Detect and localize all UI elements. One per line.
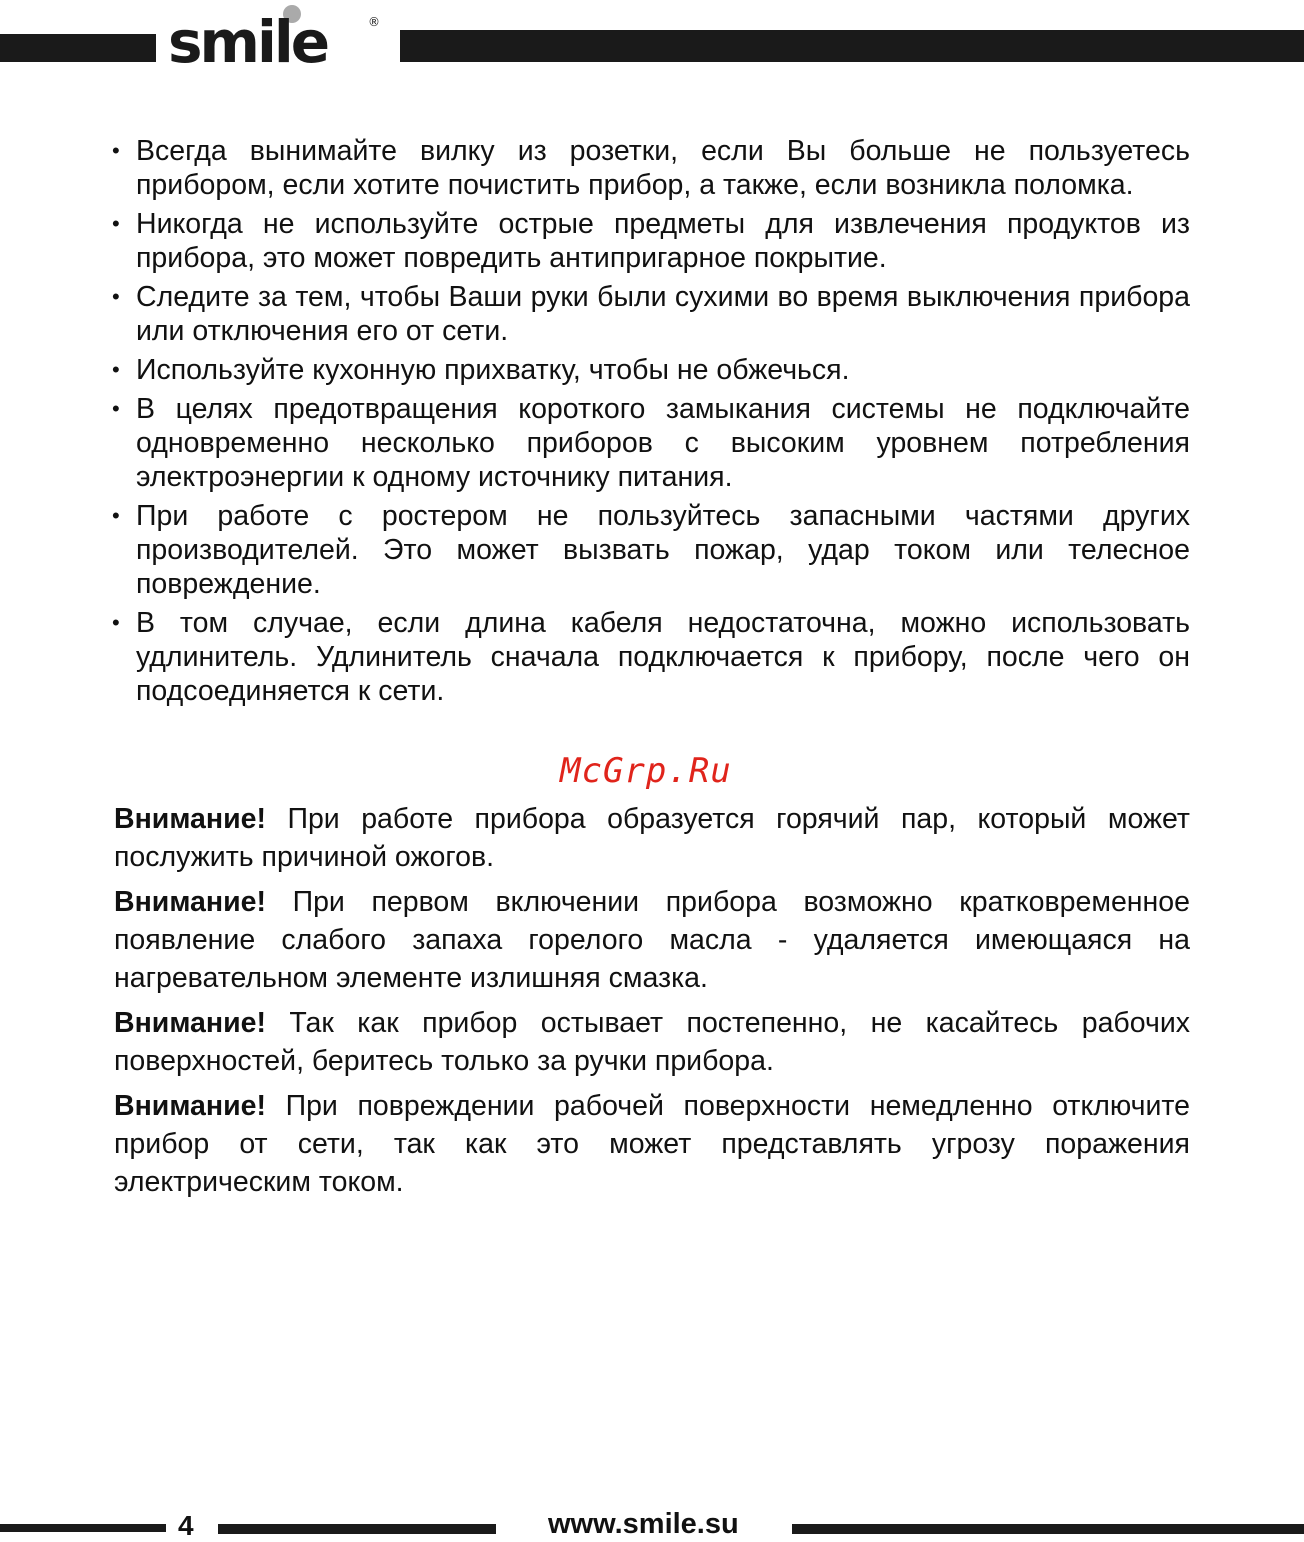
warning-paragraph (114, 1087, 1190, 1201)
list-item: • Используйте кухонную прихватку, чтобы не обжечься. (112, 353, 1190, 387)
warning-text: При работе прибора образуется горячий пар, который может послужить причиной ожогов. (114, 803, 1190, 873)
warning-label: Внимание! (114, 1090, 266, 1122)
header-bar-left (0, 34, 156, 62)
warning-text: При повреждении рабочей поверхности немедленно отключите прибор от сети, так как это может представлять угрозу поражения электрическим током. (114, 1090, 1190, 1198)
svg-text:®: ® (368, 15, 380, 29)
list-item: • В целях предотвращения короткого замыкания системы не подключайте одновременно несколько приборов с высоким уровнем потребления электроэнергии к одному источнику питания. (112, 392, 1190, 494)
header-bar-right (400, 30, 1304, 62)
warning-paragraph (114, 883, 1190, 997)
footer-bar-right (792, 1524, 1304, 1534)
list-item: • В том случае, если длина кабеля недостаточна, можно использовать удлинитель. Удлинитель сначала подключается к прибору, после чего он подсоединяется к сети. (112, 606, 1190, 708)
warning-paragraph (114, 800, 1190, 876)
footer-bar-middle (218, 1524, 496, 1534)
list-item: • Никогда не используйте острые предметы для извлечения продуктов из прибора, это может повредить антипригарное покрытие. (112, 207, 1190, 275)
smile-logo (168, 2, 380, 76)
warning-label: Внимание! (114, 803, 266, 835)
footer-url: www.smile.su (548, 1508, 739, 1540)
footer-bar-left (0, 1524, 166, 1532)
list-item: • Всегда вынимайте вилку из розетки, если Вы больше не пользуетесь прибором, если хотите почистить прибор, а также, если возникла поломка. (112, 134, 1190, 202)
safety-instructions-list (112, 134, 1190, 713)
watermark: McGrp.Ru (560, 751, 732, 791)
list-item: • При работе с ростером не пользуйтесь запасными частями других производителей. Это может вызвать пожар, удар током или телесное повреждение. (112, 499, 1190, 601)
warnings-section (114, 800, 1190, 1208)
warning-label: Внимание! (114, 886, 266, 918)
list-item: • Следите за тем, чтобы Ваши руки были сухими во время выключения прибора или отключения его от сети. (112, 280, 1190, 348)
warning-paragraph (114, 1004, 1190, 1080)
warning-text: Так как прибор остывает постепенно, не касайтесь рабочих поверхностей, беритесь только за ручки прибора. (114, 1007, 1190, 1077)
warning-text: При первом включении прибора возможно кратковременное появление слабого запаха горелого масла - удаляется имеющаяся на нагревательном элементе излишняя смазка. (114, 886, 1190, 994)
svg-text:smile: smile (168, 8, 328, 76)
page-number: 4 (178, 1510, 194, 1541)
warning-label: Внимание! (114, 1007, 266, 1039)
